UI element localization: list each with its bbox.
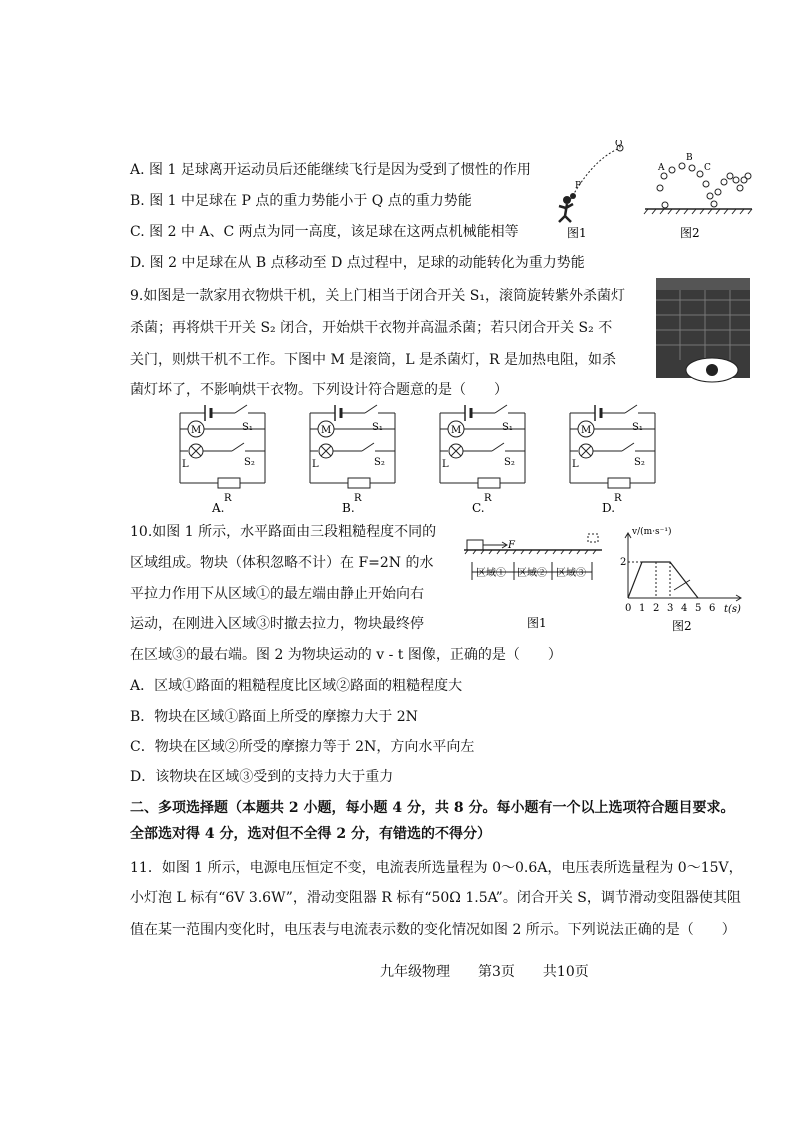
q9-circuit-options xyxy=(160,395,670,520)
switch-s2-label: S₂ xyxy=(504,457,515,468)
q10-fig2-caption: 图2 xyxy=(672,619,692,633)
q8-option-c: C. 图 2 中 A、C 两点为同一高度，该足球在这两点机械能相等 xyxy=(130,224,519,240)
q10-zone-3: 区域③ xyxy=(556,568,586,579)
q8-option-d: D. 图 2 中足球在从 B 点移动至 D 点过程中，足球的动能转化为重力势能 xyxy=(130,255,585,271)
x-tick: 6 xyxy=(709,603,716,614)
q10-fig2-ytick: 2 xyxy=(620,557,627,568)
section-2-instructions: 全部选对得 4 分，选对但不全得 2 分，有错选的不得分） xyxy=(130,826,491,842)
resistor-symbol xyxy=(348,478,370,488)
q8-figure-1 xyxy=(545,140,635,240)
circuit-option-d xyxy=(570,405,655,515)
q10-fig1-caption: 图1 xyxy=(527,616,547,630)
switch-s1 xyxy=(495,405,507,413)
switch-s1 xyxy=(625,405,637,413)
q11-line-1: 11．如图 1 所示，电源电压恒定不变，电流表所选量程为 0～0.6A，电压表所选量程为 0～15V， xyxy=(130,860,743,876)
q10-line-1: 10.如图 1 所示，水平路面由三段粗糙程度不同的 xyxy=(130,524,437,540)
q10-option-b: B．物块在区域①路面上所受的摩擦力大于 2N xyxy=(130,709,418,725)
switch-s1 xyxy=(365,405,377,413)
switch-s1-label: S₁ xyxy=(632,422,643,433)
q8-fig1-q-label: Q xyxy=(615,140,623,149)
switch-s2 xyxy=(362,443,374,451)
q8-figure-2 xyxy=(640,140,755,240)
circuit-option-label: B. xyxy=(342,501,355,515)
q10-fig2-xlabel: t(s) xyxy=(724,604,741,615)
q8-fig2-c-label: C xyxy=(704,163,711,173)
q8-fig1-p-label: P xyxy=(575,181,582,191)
q10-zone-2: 区域② xyxy=(517,568,547,579)
x-tick: 2 xyxy=(653,603,660,614)
x-tick: 4 xyxy=(681,603,688,614)
resistor-label: R xyxy=(354,493,362,504)
resistor-label: R xyxy=(484,493,492,504)
q10-line-2: 区域组成。物块（体积忽略不计）在 F=2N 的水 xyxy=(130,555,434,571)
circuit-option-label: C. xyxy=(472,501,485,515)
q10-fig2-ylabel: v/(m·s⁻¹) xyxy=(632,527,672,537)
q10-option-c: C．物块在区域②所受的摩擦力等于 2N，方向水平向左 xyxy=(130,739,475,755)
q10-line-5: 在区域③的最右端。图 2 为物块运动的 v - t 图像，正确的是（ ） xyxy=(130,647,562,663)
q10-figure-2 xyxy=(612,520,752,635)
q9-line-2: 杀菌；再将烘干开关 S₂ 闭合，开始烘干衣物并高温杀菌；若只闭合开关 S₂ 不 xyxy=(130,320,613,336)
section-2-heading: 二、多项选择题（本题共 2 小题，每小题 4 分，共 8 分。每小题有一个以上选项符合题目要求。 xyxy=(130,800,735,816)
q8-fig1-caption: 图1 xyxy=(567,226,587,240)
q10-line-3: 平拉力作用下从区域①的最左端由静止开始向右 xyxy=(130,586,424,602)
switch-s2 xyxy=(232,443,244,451)
q10-force-label: F xyxy=(508,540,515,551)
q10-line-4: 运动，在刚进入区域③时撤去拉力，物块最终停 xyxy=(130,616,424,632)
q10-zone-1: 区域① xyxy=(476,568,506,579)
q8-fig2-b-label: B xyxy=(686,153,693,163)
x-tick: 3 xyxy=(667,603,674,614)
resistor-symbol xyxy=(218,478,240,488)
q9-line-4: 菌灯坏了，不影响烘干衣物。下列设计符合题意的是（ ） xyxy=(130,382,508,398)
q11-line-3: 值在某一范围内变化时，电压表与电流表示数的变化情况如图 2 所示。下列说法正确的是（ ） xyxy=(130,922,736,938)
switch-s1-label: S₁ xyxy=(242,422,253,433)
switch-s2 xyxy=(492,443,504,451)
motor-label: M xyxy=(321,425,332,436)
lamp-label: L xyxy=(312,459,319,470)
lamp-label: L xyxy=(182,459,189,470)
circuit-option-a xyxy=(180,405,265,515)
q8-fig2-a-label: A xyxy=(658,163,665,173)
q9-line-1: 9.如图是一款家用衣物烘干机，关上门相当于闭合开关 S₁，滚筒旋转紫外杀菌灯 xyxy=(130,288,626,304)
motor-label: M xyxy=(191,425,202,436)
player-figure xyxy=(559,196,573,222)
lamp-label: L xyxy=(442,459,449,470)
switch-s2-label: S₂ xyxy=(244,457,255,468)
resistor-label: R xyxy=(614,493,622,504)
resistor-symbol xyxy=(478,478,500,488)
q9-line-3: 关门，则烘干机不工作。下图中 M 是滚筒，L 是杀菌灯，R 是加热电阻，如杀 xyxy=(130,352,616,368)
circuit-option-label: D. xyxy=(602,501,616,515)
q8-option-b: B. 图 1 中足球在 P 点的重力势能小于 Q 点的重力势能 xyxy=(130,193,472,209)
switch-s1-label: S₁ xyxy=(372,422,383,433)
q10-option-a: A．区域①路面的粗糙程度比区域②路面的粗糙程度大 xyxy=(130,678,463,694)
q11-line-2: 小灯泡 L 标有“6V 3.6W”，滑动变阻器 R 标有“50Ω 1.5A”。闭合开关 S，调节滑动变阻器使其阻 xyxy=(130,890,741,906)
motor-label: M xyxy=(451,425,462,436)
switch-s1-label: S₁ xyxy=(502,422,513,433)
q8-option-a: A. 图 1 足球离开运动员后还能继续飞行是因为受到了惯性的作用 xyxy=(130,162,531,178)
vt-curve xyxy=(628,562,698,598)
circuit-option-b xyxy=(310,405,395,515)
resistor-symbol xyxy=(608,478,630,488)
q8-fig2-caption: 图2 xyxy=(680,226,700,240)
switch-s1 xyxy=(235,405,247,413)
page-footer: 九年级物理 第3页 共10页 xyxy=(380,964,589,980)
q10-option-d: D．该物块在区域③受到的支持力大于重力 xyxy=(130,769,394,785)
dryer-photo xyxy=(650,270,760,388)
lamp-label: L xyxy=(572,459,579,470)
circuit-option-c xyxy=(440,405,525,515)
motor-label: M xyxy=(581,425,592,436)
circuit-option-label: A. xyxy=(212,501,225,515)
resistor-label: R xyxy=(224,493,232,504)
q10-figure-1 xyxy=(462,532,607,632)
x-tick: 5 xyxy=(695,603,702,614)
switch-s2-label: S₂ xyxy=(634,457,645,468)
switch-s2 xyxy=(622,443,634,451)
x-tick: 0 xyxy=(625,603,632,614)
x-tick: 1 xyxy=(639,603,646,614)
switch-s2-label: S₂ xyxy=(374,457,385,468)
